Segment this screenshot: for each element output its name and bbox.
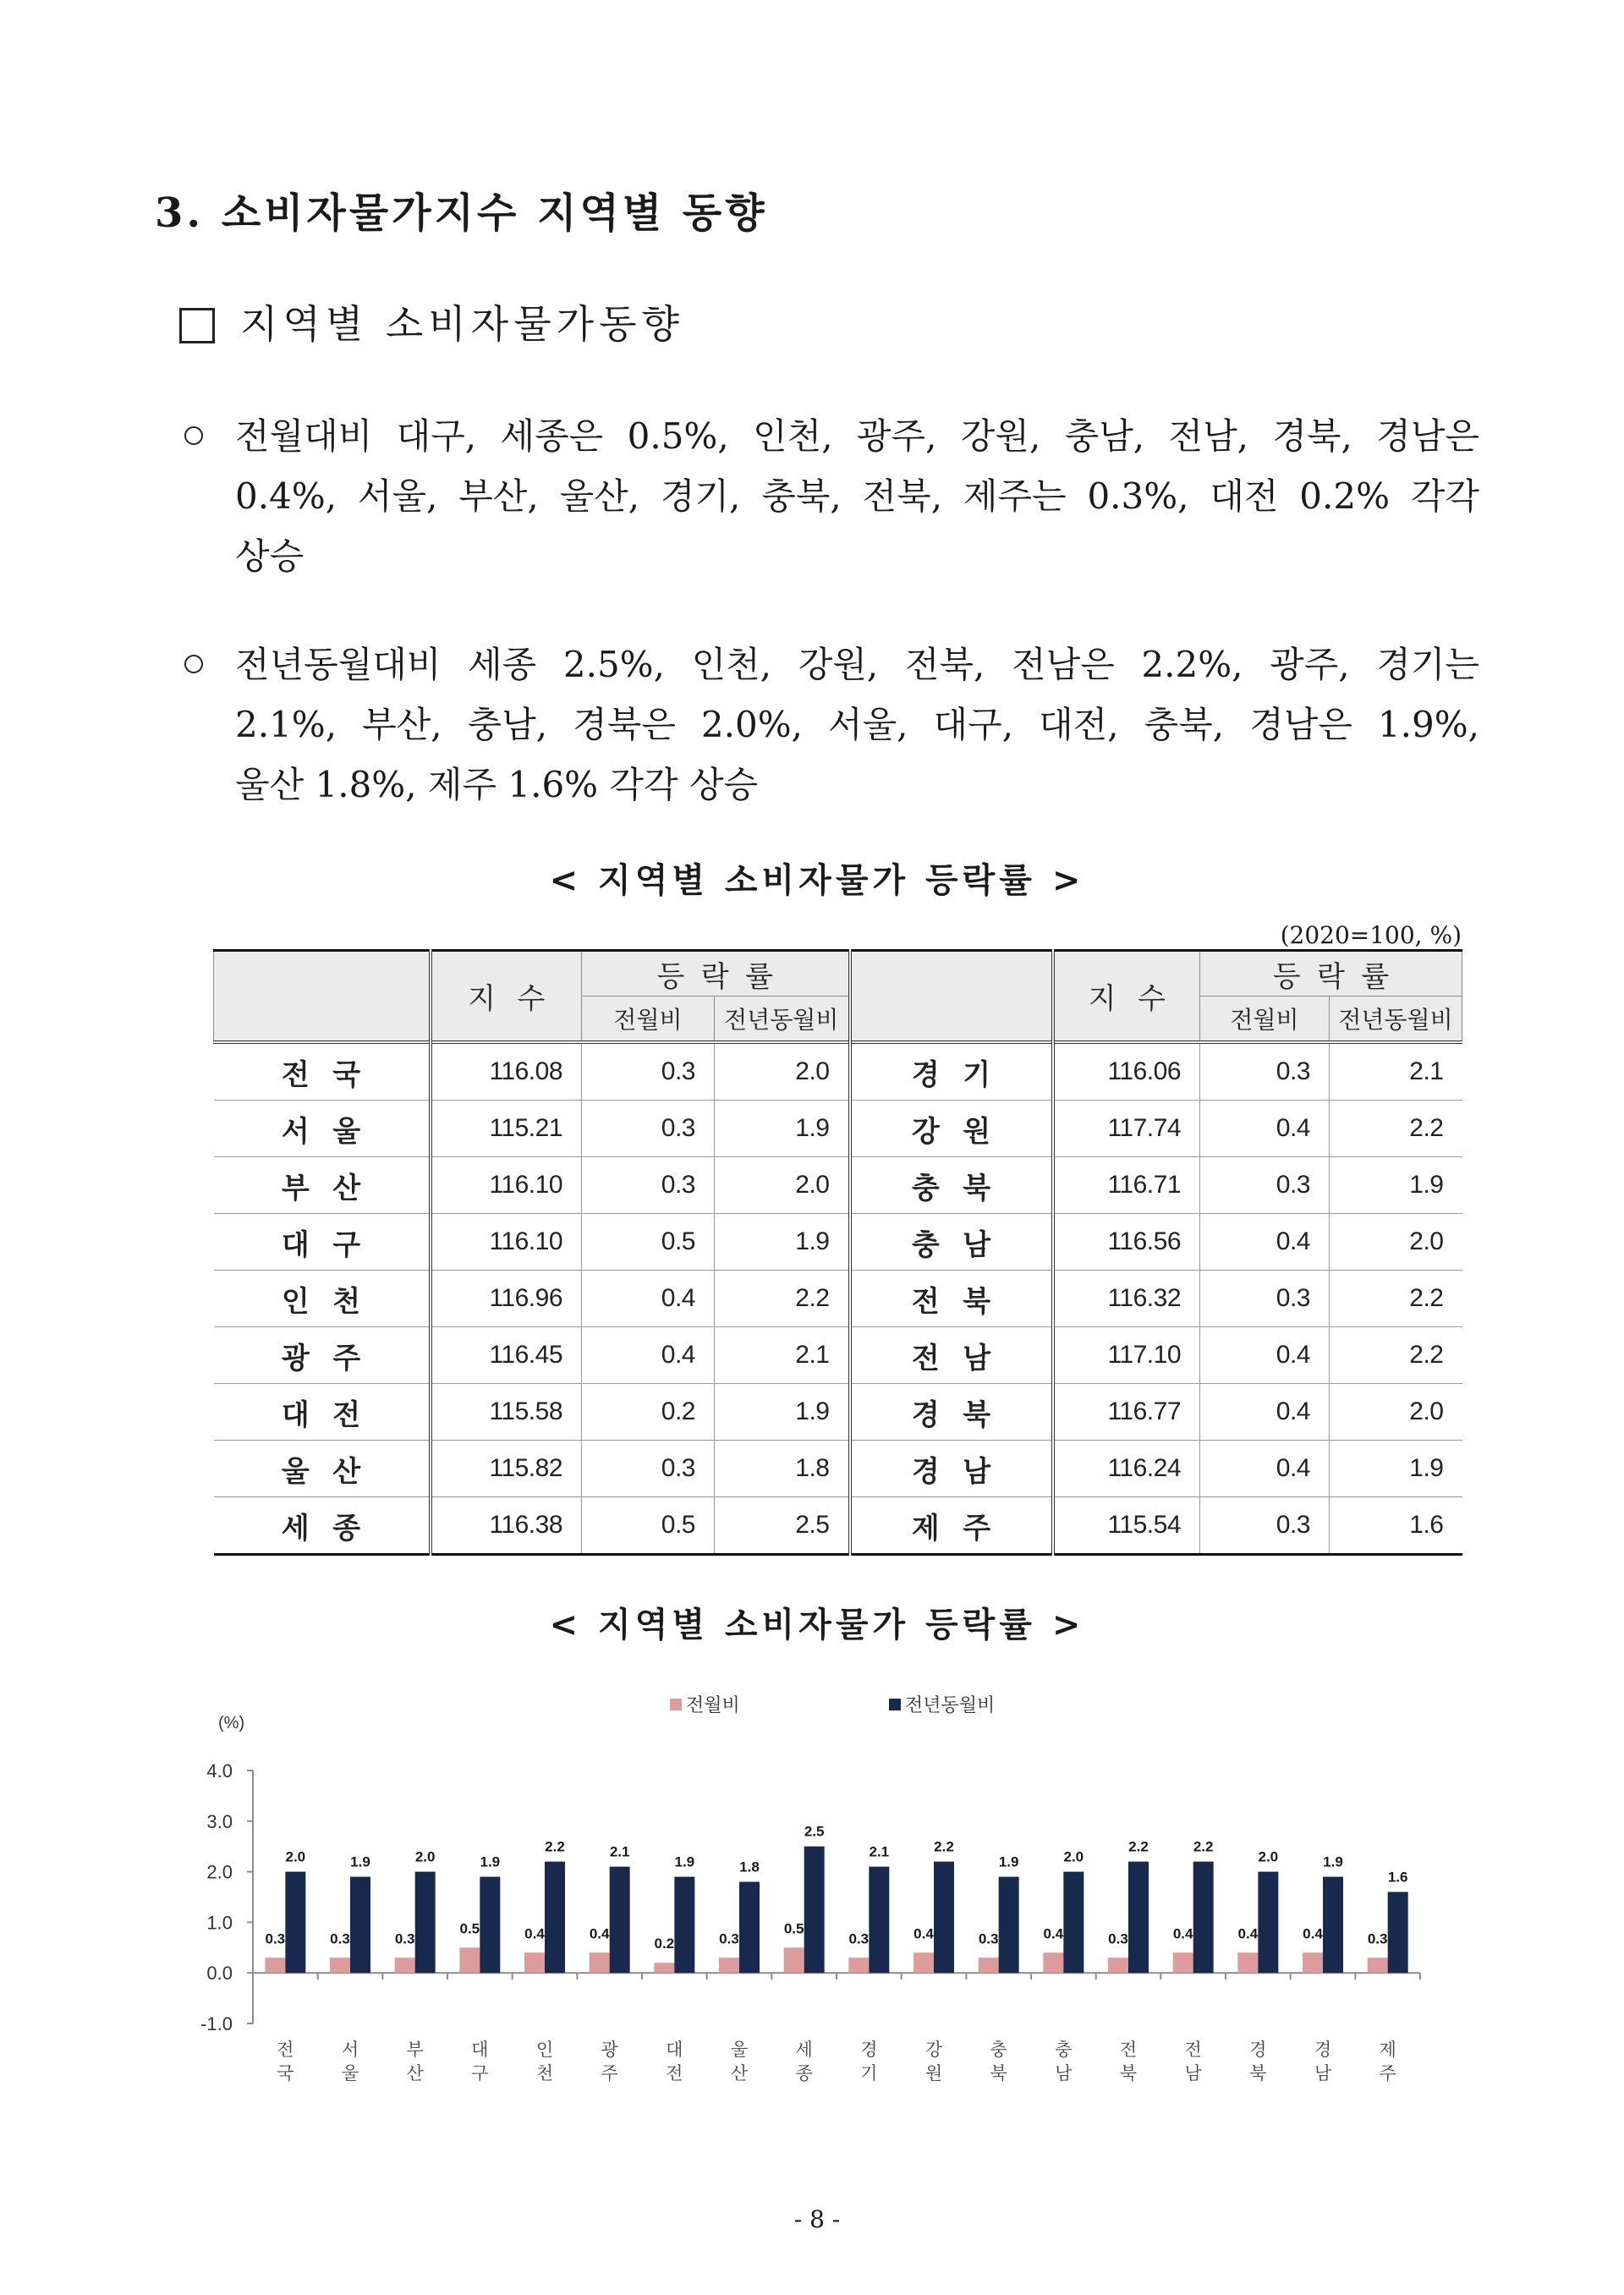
data-label-yoy: 1.8 <box>739 1859 760 1875</box>
x-tick-label: 전 국 <box>277 2040 294 2084</box>
yoy-change-value-left: 2.2 <box>715 1271 850 1327</box>
x-tick-label: 울 산 <box>730 2040 749 2084</box>
mom-change-value-right: 0.4 <box>1200 1214 1330 1271</box>
data-label-mom: 0.5 <box>783 1920 804 1937</box>
index-header-right: 지 수 <box>1053 951 1200 1043</box>
bullet-paragraph-month-over-month <box>235 406 1479 586</box>
yoy-change-value-left: 2.0 <box>715 1042 850 1101</box>
bar-mom <box>784 1947 804 1973</box>
data-label-yoy: 2.1 <box>609 1843 630 1860</box>
mom-change-value-left: 0.4 <box>582 1327 715 1384</box>
y-tick-label: 4.0 <box>206 1760 233 1782</box>
index-value-right: 116.71 <box>1053 1157 1200 1214</box>
y-tick-label: -1.0 <box>200 2013 233 2034</box>
y-axis-unit-label: (%) <box>218 1714 245 1732</box>
data-label-yoy: 2.2 <box>1193 1838 1214 1855</box>
data-label-yoy: 1.9 <box>998 1853 1019 1870</box>
x-tick-label: 전 남 <box>1184 2040 1202 2084</box>
bar-yoy <box>610 1867 630 1974</box>
data-label-mom: 0.3 <box>1108 1930 1128 1947</box>
bar-yoy <box>415 1872 436 1974</box>
change-rate-header-right: 등 락 률 <box>1200 951 1462 997</box>
yoy-change-value-left: 1.8 <box>715 1441 850 1497</box>
bar-mom <box>1043 1952 1063 1973</box>
data-label-yoy: 2.2 <box>545 1838 565 1855</box>
yoy-change-value-left: 1.9 <box>715 1101 850 1157</box>
data-label-mom: 0.4 <box>1043 1925 1064 1942</box>
data-label-yoy: 2.0 <box>285 1848 306 1865</box>
y-tick-label: 2.0 <box>206 1861 233 1883</box>
x-tick-label: 서 울 <box>341 2040 359 2084</box>
bar-mom <box>590 1952 610 1973</box>
bar-yoy <box>545 1862 565 1974</box>
bar-mom <box>914 1952 934 1973</box>
data-label-yoy: 2.0 <box>1258 1848 1279 1865</box>
yoy-change-value-right: 2.2 <box>1330 1271 1462 1327</box>
section-title: 3. 소비자물가지수 지역별 동향 <box>155 189 768 237</box>
legend-label: 전월비 <box>686 1694 740 1716</box>
data-label-mom: 0.4 <box>1303 1925 1323 1942</box>
table-row <box>214 1497 1462 1555</box>
mom-change-value-right: 0.4 <box>1200 1441 1330 1497</box>
x-tick-label: 세 종 <box>795 2040 813 2084</box>
bar-mom <box>654 1963 674 1973</box>
x-tick-label: 제 주 <box>1379 2040 1396 2084</box>
circle-bullet-icon <box>184 655 203 673</box>
legend-label: 전년동월비 <box>905 1694 996 1716</box>
square-bullet-icon <box>179 308 215 343</box>
index-header-left: 지 수 <box>431 951 582 1043</box>
index-value-left: 116.08 <box>431 1042 582 1101</box>
paragraph-line: 전년동월대비 세종 2.5%, 인천, 강원, 전북, 전남은 2.2%, 광주, 경기는 <box>235 644 1479 685</box>
bar-yoy <box>1128 1862 1149 1974</box>
data-label-mom: 0.3 <box>330 1930 350 1947</box>
x-tick-label: 강 원 <box>924 2040 943 2084</box>
bar-yoy <box>869 1867 889 1974</box>
data-label-mom: 0.3 <box>978 1930 999 1947</box>
region-header-left <box>214 951 431 1043</box>
region-name-right: 충 북 <box>850 1157 1053 1214</box>
region-name-right: 전 북 <box>850 1271 1053 1327</box>
table-row <box>214 1441 1462 1497</box>
legend-swatch <box>889 1699 901 1710</box>
table-header-row <box>214 951 1462 997</box>
data-label-yoy: 1.6 <box>1387 1869 1408 1886</box>
region-name-right: 경 남 <box>850 1441 1053 1497</box>
mom-header-right: 전월비 <box>1200 997 1330 1043</box>
data-label-yoy: 1.9 <box>350 1853 370 1870</box>
region-name-left: 서 울 <box>214 1101 431 1157</box>
index-value-left: 115.82 <box>431 1441 582 1497</box>
mom-change-value-left: 0.3 <box>582 1441 715 1497</box>
yoy-header-right: 전년동월비 <box>1330 997 1462 1043</box>
bar-yoy <box>1063 1872 1084 1974</box>
yoy-change-value-right: 1.9 <box>1330 1441 1462 1497</box>
data-label-yoy: 1.9 <box>1323 1853 1343 1870</box>
mom-header-left: 전월비 <box>582 997 715 1043</box>
table-row <box>214 1271 1462 1327</box>
mom-change-value-right: 0.3 <box>1200 1271 1330 1327</box>
paragraph-line: 울산 1.8%, 제주 1.6% 각각 상승 <box>235 764 759 805</box>
table-body <box>214 1042 1462 1555</box>
y-tick-label: 0.0 <box>206 1963 233 1985</box>
data-label-yoy: 2.2 <box>934 1838 954 1855</box>
bar-yoy <box>1193 1862 1214 1974</box>
bar-mom <box>848 1957 869 1973</box>
index-value-right: 117.74 <box>1053 1101 1200 1157</box>
x-tick-label: 대 구 <box>471 2040 489 2084</box>
circle-bullet-icon <box>184 426 203 445</box>
bullet-paragraph-year-over-year <box>235 634 1479 815</box>
table-row <box>214 1214 1462 1271</box>
bar-yoy <box>1258 1872 1278 1974</box>
x-tick-label: 광 주 <box>601 2040 618 2084</box>
yoy-change-value-right: 1.9 <box>1330 1157 1462 1214</box>
data-label-mom: 0.2 <box>654 1935 675 1952</box>
index-value-right: 116.56 <box>1053 1214 1200 1271</box>
region-header-right <box>850 951 1053 1043</box>
region-name-left: 울 산 <box>214 1441 431 1497</box>
yoy-change-value-right: 2.0 <box>1330 1214 1462 1271</box>
mom-change-value-right: 0.4 <box>1200 1327 1330 1384</box>
bar-yoy <box>480 1877 500 1974</box>
x-tick-label: 충 북 <box>990 2040 1007 2084</box>
data-label-yoy: 2.0 <box>1063 1848 1084 1865</box>
index-value-left: 116.38 <box>431 1497 582 1555</box>
region-name-left: 부 산 <box>214 1157 431 1214</box>
bar-mom <box>1173 1952 1193 1973</box>
index-value-right: 116.77 <box>1053 1384 1200 1441</box>
yoy-header-left: 전년동월비 <box>715 997 850 1043</box>
index-value-left: 116.10 <box>431 1157 582 1214</box>
page-number: - 8 - <box>793 2205 841 2233</box>
mom-change-value-left: 0.5 <box>582 1214 715 1271</box>
bar-mom <box>524 1952 545 1973</box>
y-tick-label: 3.0 <box>206 1810 233 1832</box>
data-label-yoy: 1.9 <box>674 1853 695 1870</box>
region-name-left: 광 주 <box>214 1327 431 1384</box>
bar-yoy <box>350 1877 370 1974</box>
table-title: < 지역별 소비자물가 등락률 > <box>549 860 1085 900</box>
regional-price-bar-chart <box>0 1675 1624 2098</box>
x-tick-label: 경 남 <box>1314 2040 1332 2084</box>
yoy-change-value-right: 1.6 <box>1330 1497 1462 1555</box>
bar-mom <box>395 1957 415 1973</box>
subsection-title: 지역별 소비자물가동향 <box>240 301 684 347</box>
index-value-left: 116.96 <box>431 1271 582 1327</box>
yoy-change-value-right: 2.0 <box>1330 1384 1462 1441</box>
mom-change-value-left: 0.4 <box>582 1271 715 1327</box>
mom-change-value-left: 0.3 <box>582 1042 715 1101</box>
data-label-yoy: 2.0 <box>414 1848 436 1865</box>
chart-title: < 지역별 소비자물가 등락률 > <box>549 1605 1085 1644</box>
bar-yoy <box>804 1847 825 1974</box>
table-row <box>214 1384 1462 1441</box>
mom-change-value-right: 0.4 <box>1200 1384 1330 1441</box>
region-name-right: 강 원 <box>850 1101 1053 1157</box>
table-row <box>214 1101 1462 1157</box>
region-name-left: 대 전 <box>214 1384 431 1441</box>
bar-mom <box>719 1957 739 1973</box>
bar-yoy <box>934 1862 954 1974</box>
mom-change-value-right: 0.3 <box>1200 1157 1330 1214</box>
region-name-left: 대 구 <box>214 1214 431 1271</box>
data-label-mom: 0.4 <box>1172 1925 1193 1942</box>
region-name-left: 세 종 <box>214 1497 431 1555</box>
bar-yoy <box>285 1872 305 1974</box>
x-tick-label: 충 남 <box>1055 2040 1073 2084</box>
region-name-left: 인 천 <box>214 1271 431 1327</box>
index-value-left: 116.10 <box>431 1214 582 1271</box>
region-name-right: 전 남 <box>850 1327 1053 1384</box>
paragraph-line: 2.1%, 부산, 충남, 경북은 2.0%, 서울, 대구, 대전, 충북, 경남은 1.9%, <box>235 704 1479 745</box>
bar-yoy <box>1323 1877 1343 1974</box>
data-label-mom: 0.3 <box>1367 1930 1388 1947</box>
bar-mom <box>1237 1952 1258 1973</box>
x-tick-label: 전 북 <box>1119 2040 1138 2084</box>
data-label-mom: 0.3 <box>394 1930 415 1947</box>
table-unit-label: (2020=100, %) <box>1280 921 1462 949</box>
bar-mom <box>1303 1952 1323 1973</box>
y-tick-label: 1.0 <box>206 1912 233 1934</box>
region-name-right: 제 주 <box>850 1497 1053 1555</box>
data-label-mom: 0.5 <box>459 1920 480 1937</box>
x-tick-label: 부 산 <box>406 2040 424 2084</box>
paragraph-line: 0.4%, 서울, 부산, 울산, 경기, 충북, 전북, 제주는 0.3%, 대전 0.2% 각각 <box>235 475 1479 517</box>
data-label-yoy: 1.9 <box>480 1853 501 1870</box>
index-value-left: 115.58 <box>431 1384 582 1441</box>
bar-mom <box>330 1957 350 1973</box>
index-value-right: 115.54 <box>1053 1497 1200 1555</box>
bar-yoy <box>1388 1892 1408 1974</box>
mom-change-value-right: 0.3 <box>1200 1042 1330 1101</box>
data-label-yoy: 2.5 <box>804 1823 825 1840</box>
bar-mom <box>1108 1957 1128 1973</box>
bar-yoy <box>674 1877 694 1974</box>
x-tick-label: 인 천 <box>535 2040 554 2084</box>
yoy-change-value-left: 2.1 <box>715 1327 850 1384</box>
bar-mom <box>459 1947 480 1973</box>
yoy-change-value-left: 2.5 <box>715 1497 850 1555</box>
bar-mom <box>979 1957 999 1973</box>
data-label-mom: 0.4 <box>524 1925 545 1942</box>
x-tick-label: 경 북 <box>1249 2040 1267 2084</box>
mom-change-value-left: 0.2 <box>582 1384 715 1441</box>
mom-change-value-left: 0.3 <box>582 1101 715 1157</box>
table-row <box>214 1327 1462 1384</box>
bar-mom <box>265 1957 285 1973</box>
index-value-right: 116.06 <box>1053 1042 1200 1101</box>
x-tick-label: 대 전 <box>666 2040 683 2084</box>
region-name-right: 경 북 <box>850 1384 1053 1441</box>
mom-change-value-left: 0.5 <box>582 1497 715 1555</box>
paragraph-line: 상승 <box>235 535 304 577</box>
index-value-left: 115.21 <box>431 1101 582 1157</box>
bar-mom <box>1368 1957 1388 1973</box>
legend-swatch <box>670 1699 682 1710</box>
index-value-left: 116.45 <box>431 1327 582 1384</box>
index-value-right: 117.10 <box>1053 1327 1200 1384</box>
region-name-left: 전 국 <box>214 1042 431 1101</box>
mom-change-value-right: 0.4 <box>1200 1101 1330 1157</box>
yoy-change-value-left: 1.9 <box>715 1214 850 1271</box>
table-row <box>214 1042 1462 1101</box>
table-row <box>214 1157 1462 1214</box>
data-label-mom: 0.4 <box>914 1925 934 1942</box>
data-label-mom: 0.3 <box>848 1930 870 1947</box>
index-value-right: 116.24 <box>1053 1441 1200 1497</box>
mom-change-value-right: 0.3 <box>1200 1497 1330 1555</box>
x-tick-label: 경 기 <box>860 2040 878 2084</box>
data-label-mom: 0.4 <box>589 1925 610 1942</box>
yoy-change-value-right: 2.1 <box>1330 1042 1462 1101</box>
yoy-change-value-right: 2.2 <box>1330 1327 1462 1384</box>
region-name-right: 충 남 <box>850 1214 1053 1271</box>
change-rate-header-left: 등 락 률 <box>582 951 850 997</box>
yoy-change-value-left: 2.0 <box>715 1157 850 1214</box>
bar-yoy <box>999 1877 1019 1974</box>
data-label-yoy: 2.1 <box>869 1843 890 1860</box>
yoy-change-value-right: 2.2 <box>1330 1101 1462 1157</box>
data-label-mom: 0.3 <box>265 1930 286 1947</box>
regional-price-table <box>213 949 1462 1556</box>
index-value-right: 116.32 <box>1053 1271 1200 1327</box>
mom-change-value-left: 0.3 <box>582 1157 715 1214</box>
region-name-right: 경 기 <box>850 1042 1053 1101</box>
data-label-mom: 0.4 <box>1237 1925 1259 1942</box>
yoy-change-value-left: 1.9 <box>715 1384 850 1441</box>
data-label-mom: 0.3 <box>719 1930 739 1947</box>
data-label-yoy: 2.2 <box>1128 1838 1149 1855</box>
paragraph-line: 전월대비 대구, 세종은 0.5%, 인천, 광주, 강원, 충남, 전남, 경북, 경남은 <box>235 415 1479 457</box>
bar-yoy <box>739 1882 760 1974</box>
